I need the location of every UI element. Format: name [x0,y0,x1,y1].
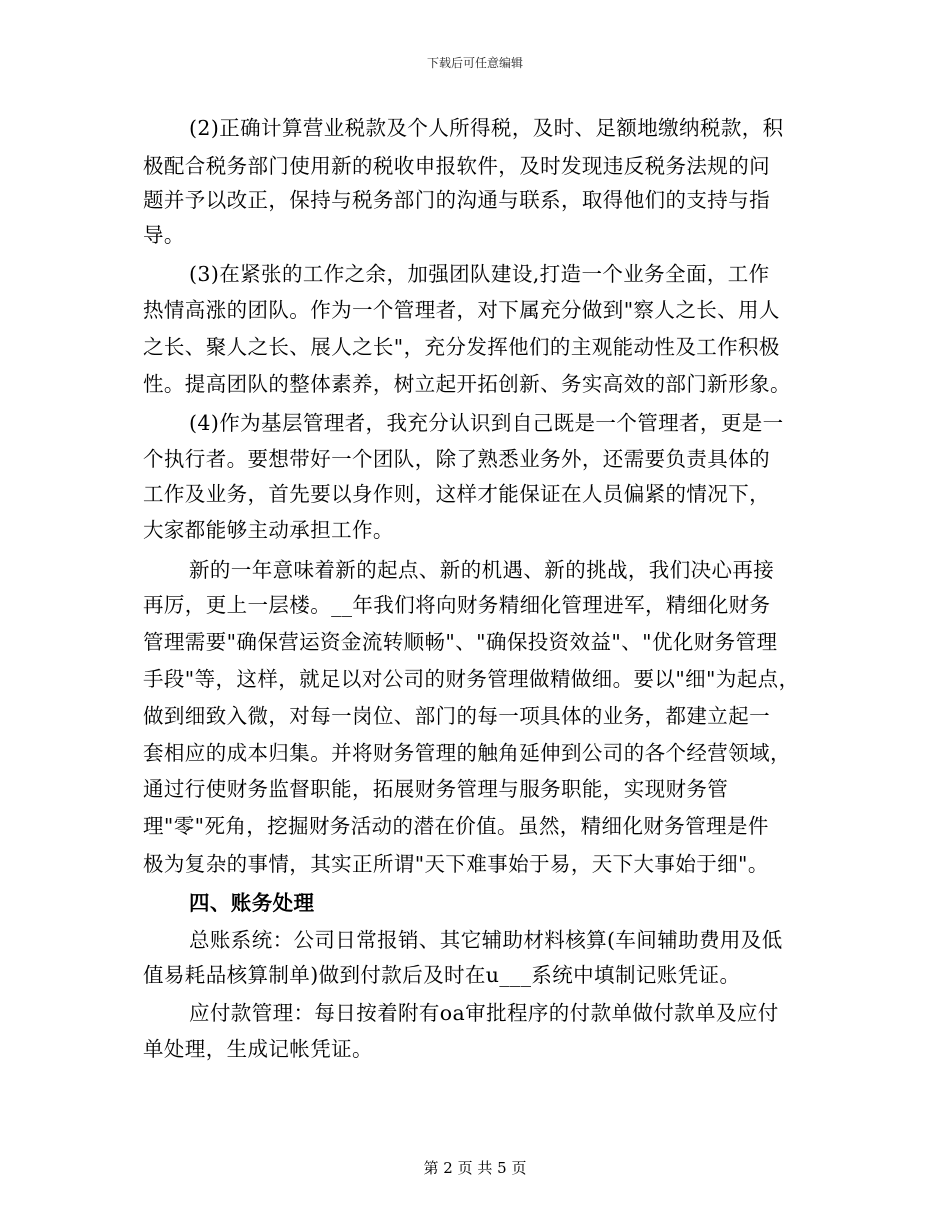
paragraph-line: 极配合税务部门使用新的税收申报软件，及时发现违反税务法规的问 [143,154,770,178]
page-header: 下载后可任意编辑 [426,56,523,70]
paragraph-line: 新的一年意味着新的起点、新的机遇、新的挑战，我们决心再接 [189,558,775,582]
paragraph-line: (4)作为基层管理者，我充分认识到自己既是一个管理者，更是一 [189,411,784,435]
paragraph-line: 总账系统：公司日常报销、其它辅助材料核算(车间辅助费用及低 [189,928,783,952]
paragraph-line: 通过行使财务监督职能，拓展财务管理与服务职能，实现财务管 [143,777,729,801]
paragraph-line: 理"零"死角，挖掘财务活动的潜在价值。虽然，精细化财务管理是件 [143,814,769,838]
paragraph-line: 工作及业务，首先要以身作则，这样才能保证在人员偏紧的情况下， [143,482,770,506]
paragraph-line: (2)正确计算营业税款及个人所得税，及时、足额地缴纳税款，积 [189,116,784,140]
paragraph-line: 手段"等，这样，就足以对公司的财务管理做精做细。要以"细"为起点， [143,667,800,691]
paragraph-line: 单处理，生成记帐凭证。 [143,1037,373,1061]
paragraph-line: 值易耗品核算制单)做到付款后及时在u___系统中填制记账凭证。 [143,963,741,987]
paragraph-line: 题并予以改正，保持与税务部门的沟通与联系，取得他们的支持与指 [143,188,770,212]
paragraph-line: 极为复杂的事情，其实正所谓"天下难事始于易，天下大事始于细"。 [143,852,769,876]
paragraph-line: 大家都能够主动承担工作。 [143,518,394,542]
paragraph-line: 管理需要"确保营运资金流转顺畅"、"确保投资效益"、"优化财务管理 [143,630,778,654]
paragraph-line: 再厉，更上一层楼。__年我们将向财务精细化管理进军，精细化财务 [143,593,771,617]
paragraph-line: 性。提高团队的整体素养，树立起开拓创新、务实高效的部门新形象。 [143,372,791,396]
paragraph-line: 热情高涨的团队。作为一个管理者，对下属充分做到"察人之长、用人 [143,298,780,322]
paragraph-line: 做到细致入微，对每一岗位、部门的每一项具体的业务，都建立起一 [143,704,770,728]
paragraph-line: 之长、聚人之长、展人之长"，充分发挥他们的主观能动性及工作积极 [143,335,780,359]
section-heading: 四、账务处理 [189,891,315,915]
paragraph-line: 应付款管理：每日按着附有oa审批程序的付款单做付款单及应付 [189,1001,779,1025]
paragraph-line: 套相应的成本归集。并将财务管理的触角延伸到公司的各个经营领域， [143,741,791,765]
paragraph-line: (3)在紧张的工作之余，加强团队建设,打造一个业务全面，工作 [189,262,770,286]
paragraph-line: 导。 [143,223,185,247]
paragraph-line: 个执行者。要想带好一个团队，除了熟悉业务外，还需要负责具体的 [143,447,770,471]
page-number: 第 2 页 共 5 页 [423,1159,527,1177]
